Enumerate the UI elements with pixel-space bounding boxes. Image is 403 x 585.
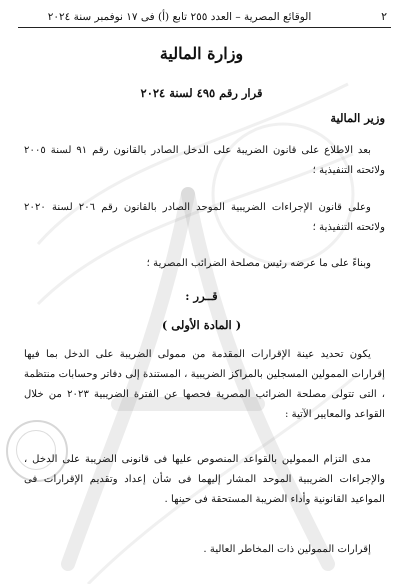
page-header (14, 8, 389, 26)
ministry-title: وزارة المالية (159, 44, 244, 63)
header-rule (18, 27, 391, 28)
running-title: الوقائع المصرية – العدد ٢٥٥ تابع (أ) فى ١٧ نوفمبر سنة ٢٠٢٤ (47, 11, 312, 23)
article-paragraph: إقرارات الممولين ذات المخاطر العالية . (203, 544, 371, 555)
article-paragraph: مدى التزام الممولين بالقواعد المنصوص عليها فى قانونى الضريبة على الدخل ، والإجراءات الضريبية الموحد المشار إليهما فى شأن إعداد وتقديم الإقرارات فى المواعيد القانونية وأداء الضريبة المستحقة فى حينها . (24, 454, 385, 505)
article-paragraph: يكون تحديد عينة الإقرارات المقدمة من ممولى الضريبة على الدخل بما فيها إقرارات الممولين المسجلين بالمراكز الضريبية ، المستندة إلى دفاتر وحسابات منتظمة ، التى تتولى مصلحة الضرائب المصرية فحصها عن الفترة الضريبية ٢٠٢٣ من خلال القواعد والمعايير الآتية : (24, 349, 386, 420)
preamble-item: بعد الاطلاع على قانون الضريبة على الدخل الصادر بالقانون رقم ٩١ لسنة ٢٠٠٥ ولائحته التنفيذية ؛ (24, 145, 385, 176)
decree-number: قرار رقم ٤٩٥ لسنة ٢٠٢٤ (140, 86, 263, 100)
preamble-item: وعلى قانون الإجراءات الضريبية الموحد الصادر بالقانون رقم ٢٠٦ لسنة ٢٠٢٠ ولائحته التنفيذية ؛ (24, 202, 385, 233)
page-number: ٢ (381, 10, 387, 23)
preamble-item: وبناءً على ما عرضه رئيس مصلحة الضرائب المصرية ؛ (146, 258, 371, 269)
decided-heading: قــرر : (185, 289, 218, 303)
article-heading: ( المادة الأولى ) (161, 318, 242, 332)
minister-heading: وزير المالية (330, 111, 385, 125)
